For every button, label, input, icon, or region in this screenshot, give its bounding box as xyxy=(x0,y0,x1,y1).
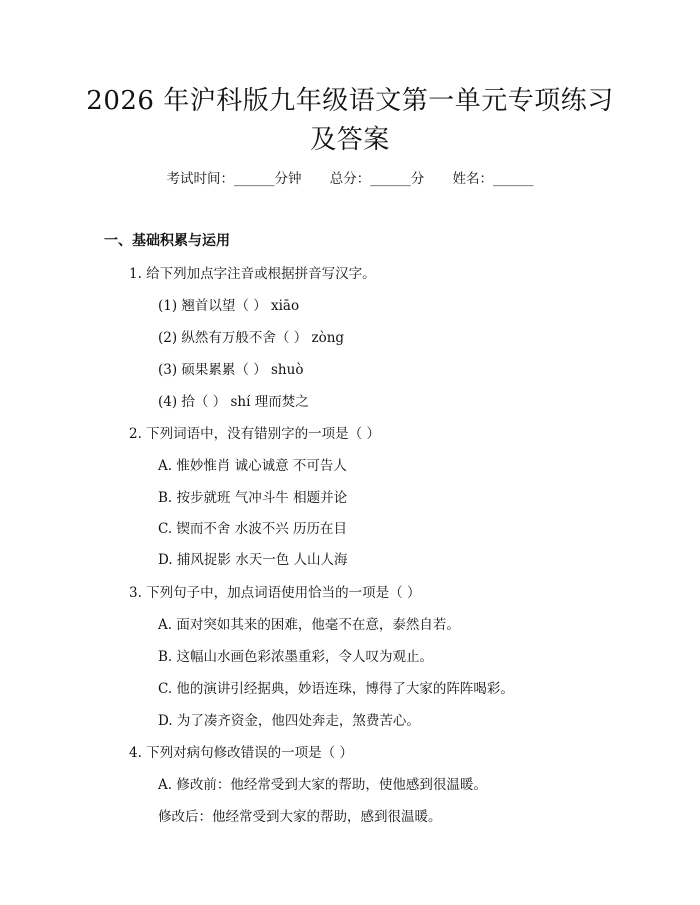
question-4-option-a-before: A. 修改前：他经常受到大家的帮助，使他感到很温暖。 xyxy=(158,777,487,793)
section-heading: 一、基础积累与运用 xyxy=(104,233,230,249)
question-3-option: D. 为了凑齐资金，他四处奔走，煞费苦心。 xyxy=(158,713,420,729)
question-1-item: (3) 硕果累累（ ） shuò xyxy=(158,362,304,378)
question-1-item: (1) 翘首以望（ ） xiāo xyxy=(158,298,300,314)
question-3-stem: 3. 下列句子中，加点词语使用恰当的一项是（ ） xyxy=(129,585,421,601)
title-line-2: 及答案 xyxy=(310,125,390,155)
exam-total-score: 总分：______分 xyxy=(329,171,425,187)
question-3-option: B. 这幅山水画色彩浓墨重彩，令人叹为观止。 xyxy=(158,649,434,665)
question-1-item: (4) 拾（ ） shí 理而焚之 xyxy=(158,394,309,410)
question-1-item: (2) 纵然有万般不舍（ ） zòng xyxy=(158,330,345,346)
question-2-stem: 2. 下列词语中，没有错别字的一项是（ ） xyxy=(129,426,380,442)
question-2-option: C. 锲而不舍 水波不兴 历历在目 xyxy=(158,521,348,537)
question-2-option: D. 捕风捉影 水天一色 人山人海 xyxy=(158,552,348,568)
question-2-option: A. 惟妙惟肖 诚心诚意 不可告人 xyxy=(158,458,347,474)
question-4-stem: 4. 下列对病句修改错误的一项是（ ） xyxy=(129,745,353,761)
question-3-option: A. 面对突如其来的困难，他毫不在意，泰然自若。 xyxy=(158,617,460,633)
student-name: 姓名：______ xyxy=(452,171,534,187)
document-title xyxy=(0,82,700,160)
question-2-option: B. 按步就班 气冲斗牛 相题并论 xyxy=(158,490,348,506)
exam-info xyxy=(0,167,700,187)
exam-time: 考试时间：______分钟 xyxy=(166,171,302,187)
question-3-option: C. 他的演讲引经据典，妙语连珠，博得了大家的阵阵喝彩。 xyxy=(158,681,514,697)
question-4-option-a-after: 修改后：他经常受到大家的帮助，感到很温暖。 xyxy=(158,809,442,825)
title-line-1: 2026 年沪科版九年级语文第一单元专项练习 xyxy=(86,86,614,116)
question-1-stem: 1. 给下列加点字注音或根据拼音写汉字。 xyxy=(129,266,376,282)
